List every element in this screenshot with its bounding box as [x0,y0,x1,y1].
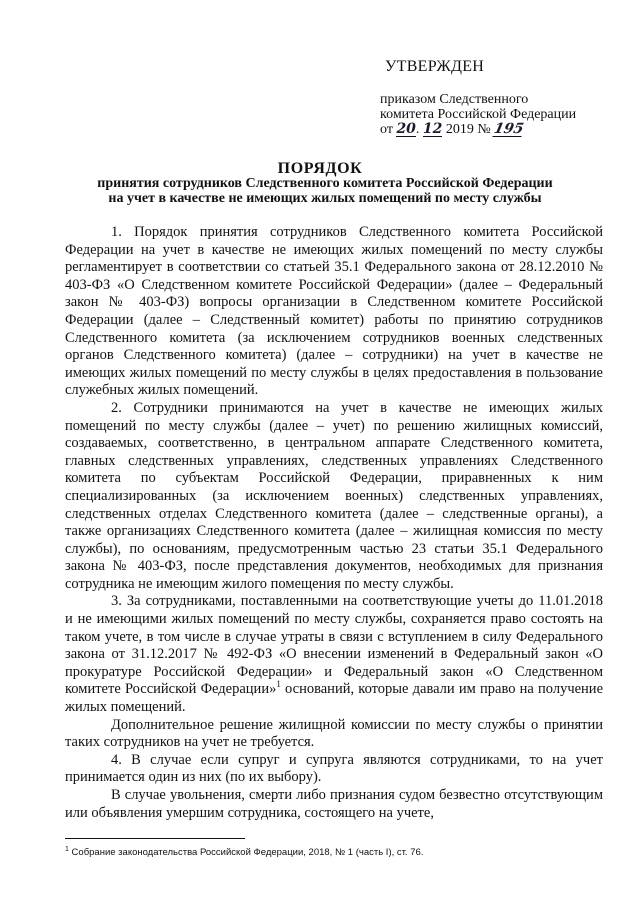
paragraph-3 [65,593,603,716]
footnote-reference: 1 [276,679,281,690]
footnote-mark: 1 [65,846,69,853]
approval-stamp-title: УТВЕРЖДЕН [385,58,485,75]
paragraph-3-text: 3. За сотрудниками, поставленными на соответствующие учеты до 11.01.2018 и не имеющими жилых помещений по месту службы, сохраняется право состоять на таком учете, в том числе в случае утраты в связи с вступлением в силу Федерального закона от 31.12.2017 № 492-ФЗ «О внесении изменений в Федеральный закон «О прокуратуре Российской Федерации» и Федеральный закон «О Следственном комитете Российской Федерации» [65,593,603,698]
order-line-2: комитета Российской Федерации [380,107,577,122]
footnote-text: Собрание законодательства Российской Федерации, 2018, № 1 (часть I), ст. 76. [68,847,424,859]
handwritten-order-number: 195 [492,121,526,137]
paragraph-4: 4. В случае если супруг и супруга являются сотрудниками, то на учет принимается один из них (по их выбору). [65,751,603,786]
document-title: ПОРЯДОК [277,160,363,177]
paragraph-1: 1. Порядок принятия сотрудников Следственного комитета Российской Федерации на учет в качестве не имеющих жилых помещений по месту службы регламентирует в соответствии со статьей 35.1 Федерального закона от 28.12.2010 № 403-ФЗ «О Следственном комитете Российской Федерации» (далее – Федеральный закон № 403-ФЗ) вопросы организации в Следственном комитете Российской Федерации (далее – Следственный комитет) работы по принятию сотрудников Следственного комитета (за исключением сотрудников военных следственных органов Следственного комитета) (далее – сотрудники) на учет в качестве не имеющих жилых помещений по месту службы в целях предоставления в пользование служебных жилых помещений. [65,224,603,399]
paragraph-2: 2. Сотрудники принимаются на учет в качестве не имеющих жилых помещений по месту службы (далее – учет) по решению жилищных комиссий, создаваемых, соответственно, в центральном аппарате Следственного комитета, главных следственных управлениях, следственных управлениях Следственного комитета по субъектам Российской Федерации, приравненных к ним специализированных (за исключением военных) следственных управлениях, следственных отделах Следственного комитета (далее – следственные органы), а также организациях Следственного комитета (далее – жилищная комиссия по месту службы), по основаниям, предусмотренным частью 23 статьи 35.1 Федерального закона № 403-ФЗ, после представления документов, необходимых для признания сотрудника не имеющим жилого помещения по месту службы. [65,399,603,592]
order-date-line [380,122,576,137]
footnote-divider [65,838,245,839]
date-year: 2019 № [445,122,491,137]
order-reference [380,92,576,137]
handwritten-month: 12 [422,121,443,137]
document-body [65,224,603,822]
paragraph-5: В случае увольнения, смерти либо признания судом безвестно отсутствующим или объявления умершим сотрудника, состоящего на учете, [65,787,603,821]
subtitle-line-2: на учет в качестве не имеющих жилых помещений по месту службы [108,191,542,206]
subtitle-line-1: принятия сотрудников Следственного комитета Российской Федерации [97,176,553,191]
document-subtitle [60,176,590,206]
paragraph-3-additional: Дополнительное решение жилищной комиссии по месту службы о принятии таких сотрудников на учет не требуется. [65,716,603,751]
paragraph-3-text-end: оснований, которые давали им право на получение жилых помещений. [65,681,604,716]
date-separator: . [415,122,420,137]
handwritten-day: 20 [396,121,416,137]
order-line-1: приказом Следственного [380,92,529,107]
date-prefix: от [380,122,393,137]
footnote [65,846,603,858]
